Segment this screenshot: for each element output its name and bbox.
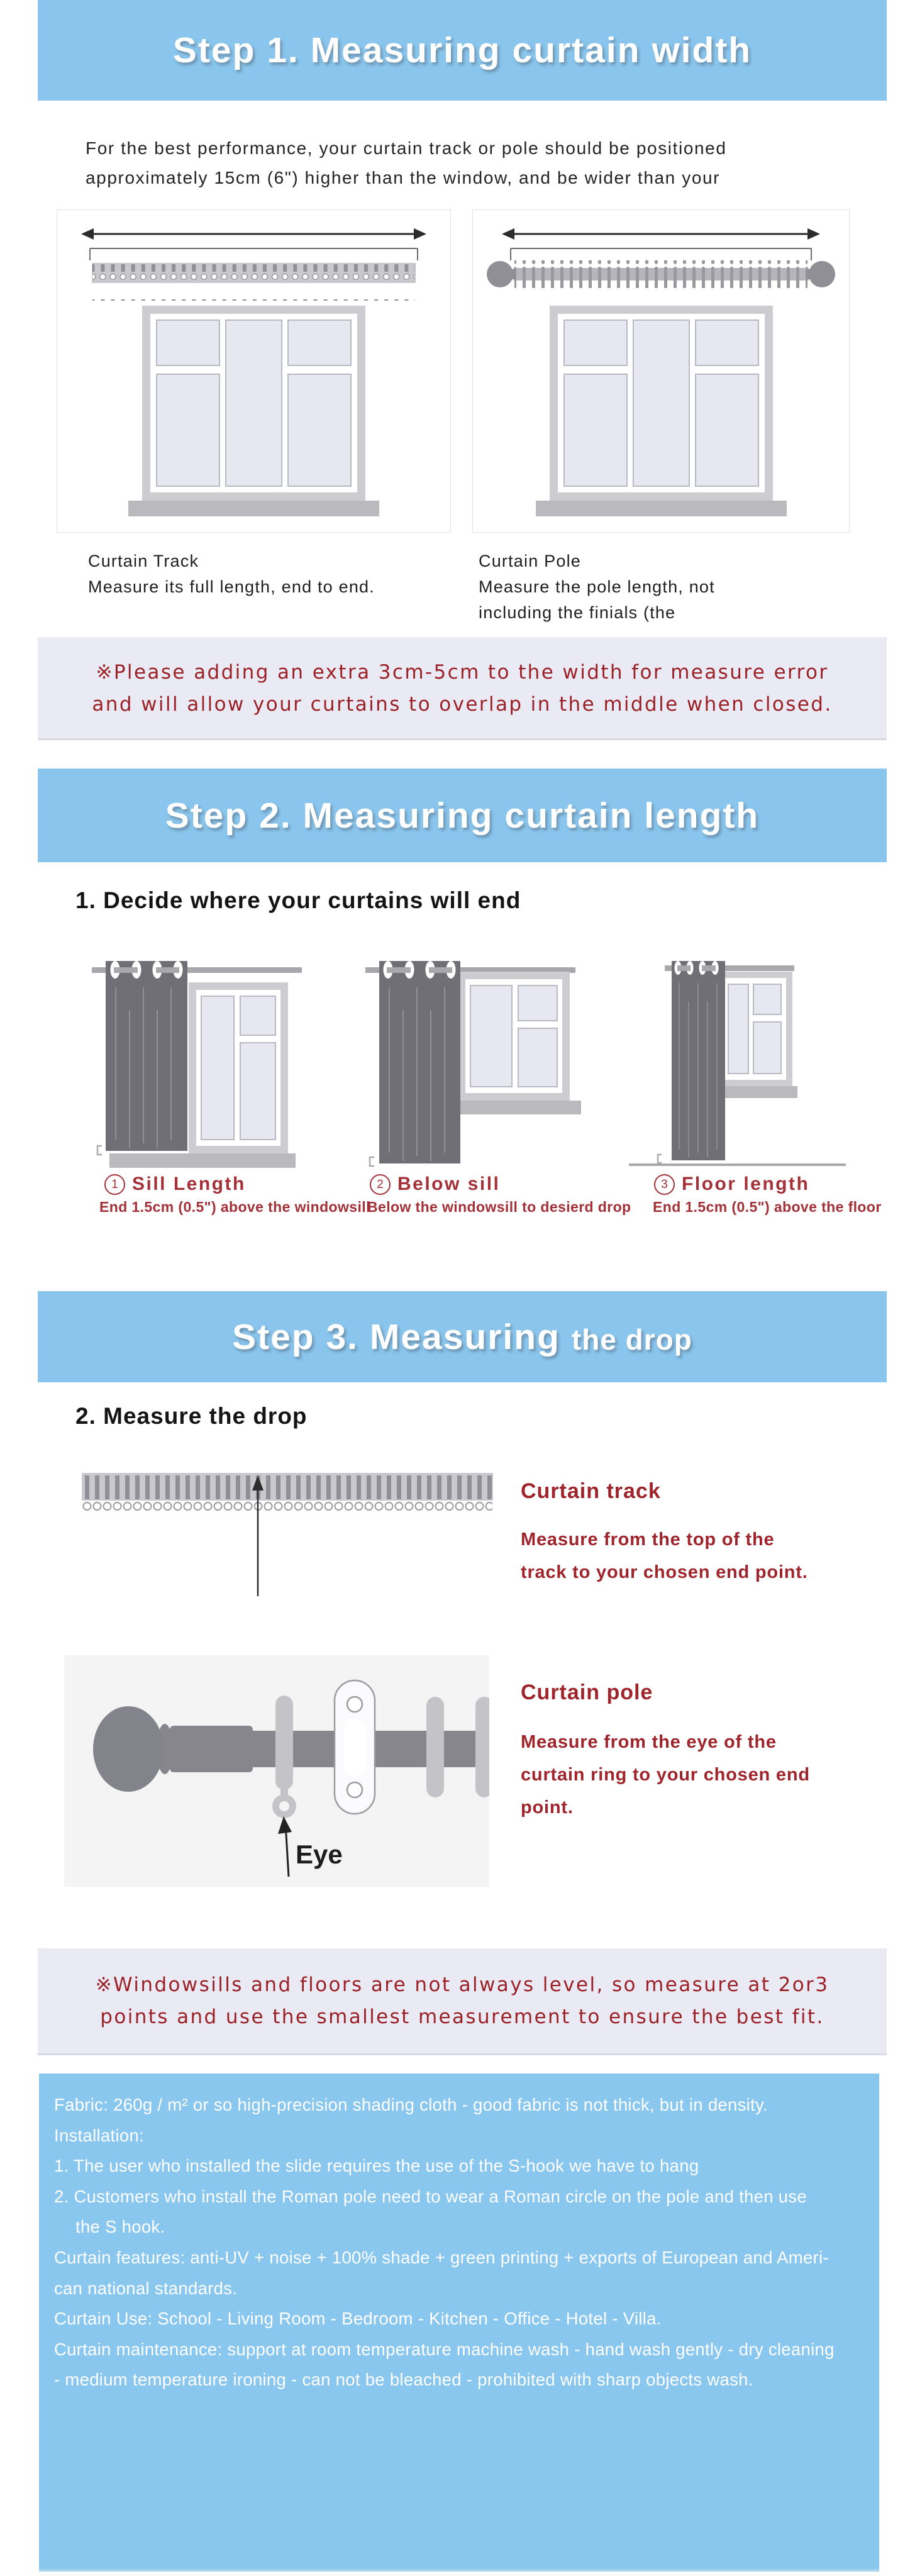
width-note-line1: ※Please adding an extra 3cm-5cm to the width for measure error [96,661,829,684]
width-note-line2: and will allow your curtains to overlap in the middle when closed. [92,693,833,716]
track-drop-line1: Measure from the top of the [521,1530,775,1550]
step3-banner [38,1291,887,1382]
step2-banner: Step 2. Measuring curtain length [38,769,887,862]
step2-heading: 1. Decide where your curtains will end [75,887,521,913]
curtain-track-width-illustration [57,209,451,533]
step1-intro-paragraph [86,133,727,192]
option-1-title: Sill Length [132,1174,246,1194]
floor-length-graphic [629,955,855,1172]
step3-banner-sub: the drop [571,1323,692,1356]
curtain-track-caption-title: Curtain Track [88,552,199,570]
pole-drop-illustration [64,1655,489,1887]
option-2-number-icon: 2 [370,1174,391,1195]
curtain-pole-caption-line1: Measure the pole length, not [479,577,715,596]
info-features: Curtain features: anti-UV + noise + 100% shade + green printing + exports of European and Ameri- [54,2247,829,2267]
pole-drop-line1: Measure from the eye of the [521,1732,777,1752]
sill-length-graphic [88,955,305,1172]
step1-banner: Step 1. Measuring curtain width [38,0,887,101]
drop-measure-note [38,1948,887,2055]
info-installation: Installation: [54,2125,145,2145]
info-fabric: Fabric: 260g / m² or so high-precision shading cloth - good fabric is not thick, but in density. [54,2095,768,2114]
curtain-pole-caption-title: Curtain Pole [479,552,581,570]
track-drop-graphic [82,1470,497,1602]
info-install-2b: the S hook. [75,2217,165,2237]
pole-drop-line2: curtain ring to your chosen end [521,1765,810,1785]
track-drop-line2: track to your chosen end point. [521,1562,808,1582]
below-sill-illustration [362,955,588,1172]
floor-length-caption [654,1174,809,1195]
drop-note-line1: ※Windowsills and floors are not always level, so measure at 2or3 [95,1974,830,1996]
pole-window-graphic [473,210,849,532]
step3-heading: 2. Measure the drop [75,1403,308,1429]
below-sill-caption [370,1174,500,1195]
info-install-2: 2. Customers who install the Roman pole need to wear a Roman circle on the pole and then use [54,2186,807,2206]
sill-length-caption [104,1174,246,1195]
option-1-number-icon: 1 [104,1174,125,1195]
curtain-pole-caption [479,548,715,626]
below-sill-graphic [362,955,588,1172]
option-1-description: End 1.5cm (0.5") above the windowsill [99,1199,370,1215]
pole-drop-graphic [64,1655,489,1887]
curtain-pole-width-illustration [472,209,850,533]
intro-line-2: approximately 15cm (6") higher than the window, and be wider than your [86,168,721,187]
width-measure-note [38,637,887,740]
info-features-2: can national standards. [54,2278,238,2298]
drop-note-line2: points and use the smallest measurement to ensure the best fit. [100,2006,824,2028]
curtain-pole-caption-line2: including the finials (the [479,603,676,622]
option-2-title: Below sill [397,1174,501,1194]
option-3-title: Floor length [682,1174,810,1194]
sill-length-illustration [88,955,305,1172]
curtain-track-caption [88,548,375,600]
info-maintenance: Curtain maintenance: support at room temperature machine wash - hand wash gently - dry cleaning [54,2339,835,2359]
option-3-description: End 1.5cm (0.5") above the floor [653,1199,882,1215]
step3-banner-main: Step 3. Measuring [232,1316,560,1357]
option-3-number-icon: 3 [654,1174,675,1195]
option-2-description: Below the windowsill to desierd drop [367,1199,631,1215]
intro-line-1: For the best performance, your curtain track or pole should be positioned [86,138,727,158]
info-maintenance-2: - medium temperature ironing - can not be bleached - prohibited with sharp objects wash. [54,2370,753,2390]
product-info-section [39,2074,879,2572]
curtain-track-drop-title: Curtain track [521,1479,661,1503]
floor-length-illustration [629,955,855,1172]
eye-label: Eye [296,1840,343,1869]
track-drop-illustration [82,1470,497,1602]
curtain-pole-drop-title: Curtain pole [521,1680,653,1704]
curtain-track-drop-text [521,1523,808,1589]
curtain-pole-drop-text [521,1726,810,1824]
curtain-track-caption-line: Measure its full length, end to end. [88,577,375,596]
track-window-graphic [57,210,450,532]
info-use: Curtain Use: School - Living Room - Bedroom - Kitchen - Office - Hotel - Villa. [54,2309,662,2329]
pole-drop-line3: point. [521,1797,574,1818]
info-install-1: 1. The user who installed the slide requires the use of the S-hook we have to hang [54,2156,699,2176]
